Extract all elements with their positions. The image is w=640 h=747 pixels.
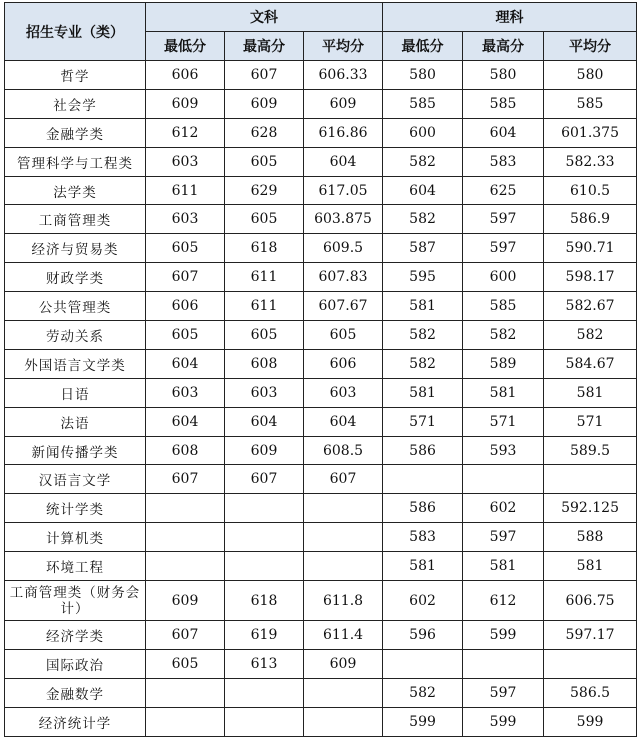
- major-cell: 社会学: [5, 89, 146, 118]
- like-min-cell: 586: [383, 494, 463, 523]
- like-avg-cell: 584.67: [544, 349, 637, 378]
- table-row: [5, 321, 637, 350]
- major-column-header: 招生专业（类）: [5, 3, 146, 61]
- table-row: [5, 621, 637, 650]
- major-cell: 经济学类: [5, 621, 146, 650]
- wenke-max-cell: 605: [225, 321, 304, 350]
- wenke-min-cell: [146, 707, 225, 736]
- wenke-avg-header: 平均分: [304, 32, 383, 61]
- table-row: [5, 552, 637, 581]
- table-row: [5, 118, 637, 147]
- table-row: [5, 292, 637, 321]
- wenke-avg-cell: 607: [304, 465, 383, 494]
- major-cell: 新闻传播学类: [5, 436, 146, 465]
- like-max-cell: 625: [463, 176, 544, 205]
- like-avg-cell: 581: [544, 552, 637, 581]
- like-max-cell: 585: [463, 292, 544, 321]
- wenke-avg-cell: 616.86: [304, 118, 383, 147]
- table-row: [5, 205, 637, 234]
- like-max-cell: 597: [463, 523, 544, 552]
- like-max-cell: 582: [463, 321, 544, 350]
- like-min-cell: 582: [383, 678, 463, 707]
- like-max-cell: [463, 465, 544, 494]
- like-max-header: 最高分: [463, 32, 544, 61]
- like-avg-cell: [544, 465, 637, 494]
- major-cell: 国际政治: [5, 649, 146, 678]
- like-group-header: 理科: [383, 3, 637, 32]
- wenke-avg-cell: 607.67: [304, 292, 383, 321]
- like-max-cell: 585: [463, 89, 544, 118]
- like-avg-cell: 588: [544, 523, 637, 552]
- table-row: [5, 436, 637, 465]
- like-avg-cell: 601.375: [544, 118, 637, 147]
- like-min-cell: 571: [383, 407, 463, 436]
- wenke-avg-cell: [304, 494, 383, 523]
- table-row: [5, 407, 637, 436]
- like-max-cell: 597: [463, 205, 544, 234]
- like-max-cell: 593: [463, 436, 544, 465]
- table-row: [5, 523, 637, 552]
- like-avg-cell: 606.75: [544, 581, 637, 621]
- like-min-cell: 595: [383, 263, 463, 292]
- wenke-min-cell: 603: [146, 147, 225, 176]
- table-row: [5, 349, 637, 378]
- wenke-min-cell: 608: [146, 436, 225, 465]
- wenke-max-cell: 609: [225, 436, 304, 465]
- wenke-max-header: 最高分: [225, 32, 304, 61]
- major-cell: 计算机类: [5, 523, 146, 552]
- major-cell: 金融学类: [5, 118, 146, 147]
- like-avg-cell: 597.17: [544, 621, 637, 650]
- like-min-cell: 582: [383, 205, 463, 234]
- like-min-cell: 585: [383, 89, 463, 118]
- wenke-max-cell: [225, 678, 304, 707]
- wenke-max-cell: [225, 552, 304, 581]
- wenke-max-cell: 611: [225, 292, 304, 321]
- wenke-avg-cell: 604: [304, 407, 383, 436]
- wenke-avg-cell: 606: [304, 349, 383, 378]
- wenke-avg-cell: 603.875: [304, 205, 383, 234]
- table-row: [5, 89, 637, 118]
- wenke-max-cell: 608: [225, 349, 304, 378]
- wenke-min-cell: [146, 494, 225, 523]
- wenke-min-cell: [146, 678, 225, 707]
- wenke-min-cell: 611: [146, 176, 225, 205]
- wenke-avg-cell: [304, 552, 383, 581]
- major-cell: 公共管理类: [5, 292, 146, 321]
- like-avg-cell: 586.5: [544, 678, 637, 707]
- like-min-header: 最低分: [383, 32, 463, 61]
- wenke-avg-cell: [304, 707, 383, 736]
- like-min-cell: 580: [383, 61, 463, 90]
- like-min-cell: 581: [383, 378, 463, 407]
- table-body: [5, 61, 637, 737]
- wenke-max-cell: 607: [225, 465, 304, 494]
- table-row: [5, 649, 637, 678]
- like-max-cell: 597: [463, 234, 544, 263]
- major-cell: 金融数学: [5, 678, 146, 707]
- wenke-min-cell: [146, 523, 225, 552]
- wenke-max-cell: 605: [225, 147, 304, 176]
- like-min-cell: 602: [383, 581, 463, 621]
- like-avg-cell: 610.5: [544, 176, 637, 205]
- like-avg-cell: 586.9: [544, 205, 637, 234]
- major-cell: 经济统计学: [5, 707, 146, 736]
- wenke-min-cell: 609: [146, 581, 225, 621]
- wenke-min-cell: 603: [146, 378, 225, 407]
- wenke-avg-cell: 607.83: [304, 263, 383, 292]
- major-cell: 财政学类: [5, 263, 146, 292]
- table-row: [5, 581, 637, 621]
- wenke-avg-cell: 608.5: [304, 436, 383, 465]
- wenke-min-header: 最低分: [146, 32, 225, 61]
- like-avg-cell: 581: [544, 378, 637, 407]
- wenke-avg-cell: 609: [304, 649, 383, 678]
- like-min-cell: 596: [383, 621, 463, 650]
- table-header: [5, 3, 637, 61]
- wenke-max-cell: [225, 707, 304, 736]
- table-row: [5, 707, 637, 736]
- like-max-cell: 602: [463, 494, 544, 523]
- major-cell: 工商管理类（财务会计）: [5, 581, 146, 621]
- major-cell: 法学类: [5, 176, 146, 205]
- like-max-cell: 581: [463, 552, 544, 581]
- like-avg-cell: 598.17: [544, 263, 637, 292]
- wenke-max-cell: 604: [225, 407, 304, 436]
- wenke-avg-cell: 606.33: [304, 61, 383, 90]
- like-avg-cell: 571: [544, 407, 637, 436]
- wenke-max-cell: 619: [225, 621, 304, 650]
- wenke-max-cell: 609: [225, 89, 304, 118]
- wenke-avg-cell: 605: [304, 321, 383, 350]
- like-min-cell: 582: [383, 349, 463, 378]
- like-avg-cell: 589.5: [544, 436, 637, 465]
- like-avg-cell: 590.71: [544, 234, 637, 263]
- like-min-cell: 599: [383, 707, 463, 736]
- wenke-max-cell: 607: [225, 61, 304, 90]
- wenke-max-cell: 611: [225, 263, 304, 292]
- like-max-cell: 571: [463, 407, 544, 436]
- like-avg-cell: 582: [544, 321, 637, 350]
- table-row: [5, 494, 637, 523]
- wenke-max-cell: [225, 494, 304, 523]
- like-min-cell: [383, 649, 463, 678]
- wenke-min-cell: 609: [146, 89, 225, 118]
- like-min-cell: 581: [383, 292, 463, 321]
- wenke-min-cell: 606: [146, 61, 225, 90]
- table-row: [5, 263, 637, 292]
- wenke-min-cell: 606: [146, 292, 225, 321]
- like-max-cell: [463, 649, 544, 678]
- major-cell: 环境工程: [5, 552, 146, 581]
- like-max-cell: 599: [463, 707, 544, 736]
- table-row: [5, 678, 637, 707]
- like-max-cell: 597: [463, 678, 544, 707]
- major-cell: 工商管理类: [5, 205, 146, 234]
- like-max-cell: 589: [463, 349, 544, 378]
- wenke-min-cell: 605: [146, 649, 225, 678]
- wenke-avg-cell: 603: [304, 378, 383, 407]
- like-avg-cell: 580: [544, 61, 637, 90]
- wenke-avg-cell: 611.4: [304, 621, 383, 650]
- wenke-avg-cell: [304, 523, 383, 552]
- wenke-min-cell: 605: [146, 234, 225, 263]
- table-row: [5, 147, 637, 176]
- wenke-avg-cell: 611.8: [304, 581, 383, 621]
- wenke-min-cell: 605: [146, 321, 225, 350]
- major-cell: 外国语言文学类: [5, 349, 146, 378]
- like-max-cell: 583: [463, 147, 544, 176]
- like-max-cell: 581: [463, 378, 544, 407]
- wenke-min-cell: 603: [146, 205, 225, 234]
- like-min-cell: 600: [383, 118, 463, 147]
- table-row: [5, 465, 637, 494]
- like-max-cell: 580: [463, 61, 544, 90]
- major-cell: 劳动关系: [5, 321, 146, 350]
- like-min-cell: 583: [383, 523, 463, 552]
- like-avg-cell: 585: [544, 89, 637, 118]
- wenke-max-cell: 618: [225, 234, 304, 263]
- like-avg-header: 平均分: [544, 32, 637, 61]
- wenke-max-cell: 629: [225, 176, 304, 205]
- like-avg-cell: [544, 649, 637, 678]
- like-min-cell: [383, 465, 463, 494]
- wenke-min-cell: 607: [146, 263, 225, 292]
- major-cell: 统计学类: [5, 494, 146, 523]
- wenke-max-cell: 618: [225, 581, 304, 621]
- wenke-min-cell: 607: [146, 621, 225, 650]
- like-avg-cell: 582.33: [544, 147, 637, 176]
- like-max-cell: 604: [463, 118, 544, 147]
- wenke-max-cell: 613: [225, 649, 304, 678]
- wenke-avg-cell: 609: [304, 89, 383, 118]
- wenke-avg-cell: 604: [304, 147, 383, 176]
- wenke-min-cell: 607: [146, 465, 225, 494]
- table-row: [5, 234, 637, 263]
- major-cell: 日语: [5, 378, 146, 407]
- like-max-cell: 612: [463, 581, 544, 621]
- like-min-cell: 586: [383, 436, 463, 465]
- like-max-cell: 600: [463, 263, 544, 292]
- wenke-avg-cell: [304, 678, 383, 707]
- wenke-avg-cell: 609.5: [304, 234, 383, 263]
- major-cell: 哲学: [5, 61, 146, 90]
- wenke-max-cell: 605: [225, 205, 304, 234]
- table-row: [5, 176, 637, 205]
- like-avg-cell: 599: [544, 707, 637, 736]
- major-cell: 管理科学与工程类: [5, 147, 146, 176]
- like-min-cell: 581: [383, 552, 463, 581]
- wenke-min-cell: 604: [146, 349, 225, 378]
- table-row: [5, 61, 637, 90]
- like-avg-cell: 592.125: [544, 494, 637, 523]
- like-min-cell: 582: [383, 147, 463, 176]
- wenke-avg-cell: 617.05: [304, 176, 383, 205]
- major-cell: 法语: [5, 407, 146, 436]
- wenke-max-cell: [225, 523, 304, 552]
- major-cell: 汉语言文学: [5, 465, 146, 494]
- wenke-min-cell: 612: [146, 118, 225, 147]
- like-min-cell: 587: [383, 234, 463, 263]
- wenke-max-cell: 603: [225, 378, 304, 407]
- like-min-cell: 604: [383, 176, 463, 205]
- major-cell: 经济与贸易类: [5, 234, 146, 263]
- wenke-min-cell: 604: [146, 407, 225, 436]
- wenke-max-cell: 628: [225, 118, 304, 147]
- like-min-cell: 582: [383, 321, 463, 350]
- wenke-group-header: 文科: [146, 3, 383, 32]
- like-avg-cell: 582.67: [544, 292, 637, 321]
- admission-scores-table: [4, 2, 637, 737]
- like-max-cell: 599: [463, 621, 544, 650]
- wenke-min-cell: [146, 552, 225, 581]
- table-row: [5, 378, 637, 407]
